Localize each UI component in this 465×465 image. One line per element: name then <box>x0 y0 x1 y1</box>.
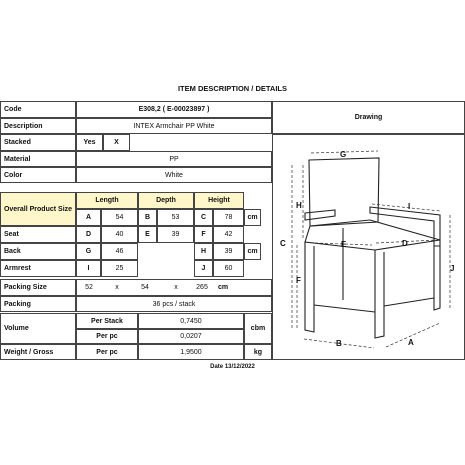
length-header: Length <box>76 192 138 209</box>
value-b: 53 <box>157 209 194 226</box>
packing-length: 52 <box>85 284 93 291</box>
value-h: 39 <box>213 243 244 260</box>
packing-value: 36 pcs / stack <box>76 296 272 312</box>
drawing-letter-f: F <box>296 276 301 285</box>
value-a: 54 <box>101 209 138 226</box>
color-value: White <box>76 167 272 183</box>
letter-a: A <box>76 209 101 226</box>
description-value: INTEX Armchair PP White <box>76 118 272 134</box>
description-label: Description <box>0 118 76 134</box>
per-stack-label: Per Stack <box>76 313 138 329</box>
volume-per-pc-label: Per pc <box>76 329 138 344</box>
packing-size-label: Packing Size <box>0 279 76 296</box>
back-unit: cm <box>244 243 261 260</box>
packing-label: Packing <box>0 296 76 312</box>
color-label: Color <box>0 167 76 183</box>
letter-c: C <box>194 209 213 226</box>
stacked-answer: Yes <box>76 134 103 151</box>
value-d: 40 <box>101 226 138 243</box>
armrest-label: Armrest <box>0 260 76 277</box>
material-label: Material <box>0 151 76 167</box>
letter-g: G <box>76 243 101 260</box>
seat-label: Seat <box>0 226 76 243</box>
weight-value: 1,9500 <box>138 344 244 360</box>
weight-label: Weight / Gross <box>0 344 76 360</box>
packing-width: 54 <box>141 284 149 291</box>
letter-f: F <box>194 226 213 243</box>
volume-label: Volume <box>0 313 76 344</box>
stacked-label: Stacked <box>0 134 76 151</box>
drawing-letter-e: E <box>341 240 347 249</box>
drawing-letter-b: B <box>336 339 342 348</box>
value-i: 25 <box>101 260 138 277</box>
weight-unit: kg <box>244 344 272 360</box>
height-header: Height <box>194 192 244 209</box>
volume-per-pc-value: 0,0207 <box>138 329 244 344</box>
overall-size-label: Overall Product Size <box>0 192 76 226</box>
back-label: Back <box>0 243 76 260</box>
per-stack-value: 0,7450 <box>138 313 244 329</box>
value-j: 60 <box>213 260 244 277</box>
drawing-letter-c: C <box>280 239 286 248</box>
letter-d: D <box>76 226 101 243</box>
value-g: 46 <box>101 243 138 260</box>
drawing-letter-a: A <box>408 338 414 347</box>
value-e: 39 <box>157 226 194 243</box>
packing-x-1: x <box>115 284 119 291</box>
letter-b: B <box>138 209 157 226</box>
drawing-header: Drawing <box>272 101 465 134</box>
letter-e: E <box>138 226 157 243</box>
value-c: 78 <box>213 209 244 226</box>
sheet-date: Date 13/12/2022 <box>210 364 255 370</box>
material-value: PP <box>76 151 272 167</box>
sheet-title: ITEM DESCRIPTION / DETAILS <box>177 84 288 93</box>
packing-height: 265 <box>196 284 208 291</box>
packing-x-2: x <box>174 284 178 291</box>
drawing-letter-i: I <box>408 202 411 211</box>
code-value: E308,2 ( E-00023897 ) <box>76 101 272 118</box>
volume-unit: cbm <box>244 313 272 344</box>
drawing-letter-j: J <box>450 264 455 273</box>
letter-i: I <box>76 260 101 277</box>
packing-unit: cm <box>217 284 229 291</box>
drawing-letter-g: G <box>340 150 347 159</box>
depth-header: Depth <box>138 192 194 209</box>
drawing-letter-d: D <box>402 239 408 248</box>
drawing-letter-h: H <box>296 201 302 210</box>
letter-j: J <box>194 260 213 277</box>
weight-per-pc-label: Per pc <box>76 344 138 360</box>
code-label: Code <box>0 101 76 118</box>
value-f: 42 <box>213 226 244 243</box>
stacked-mark: X <box>103 134 130 151</box>
overall-unit: cm <box>244 209 261 226</box>
letter-h: H <box>194 243 213 260</box>
